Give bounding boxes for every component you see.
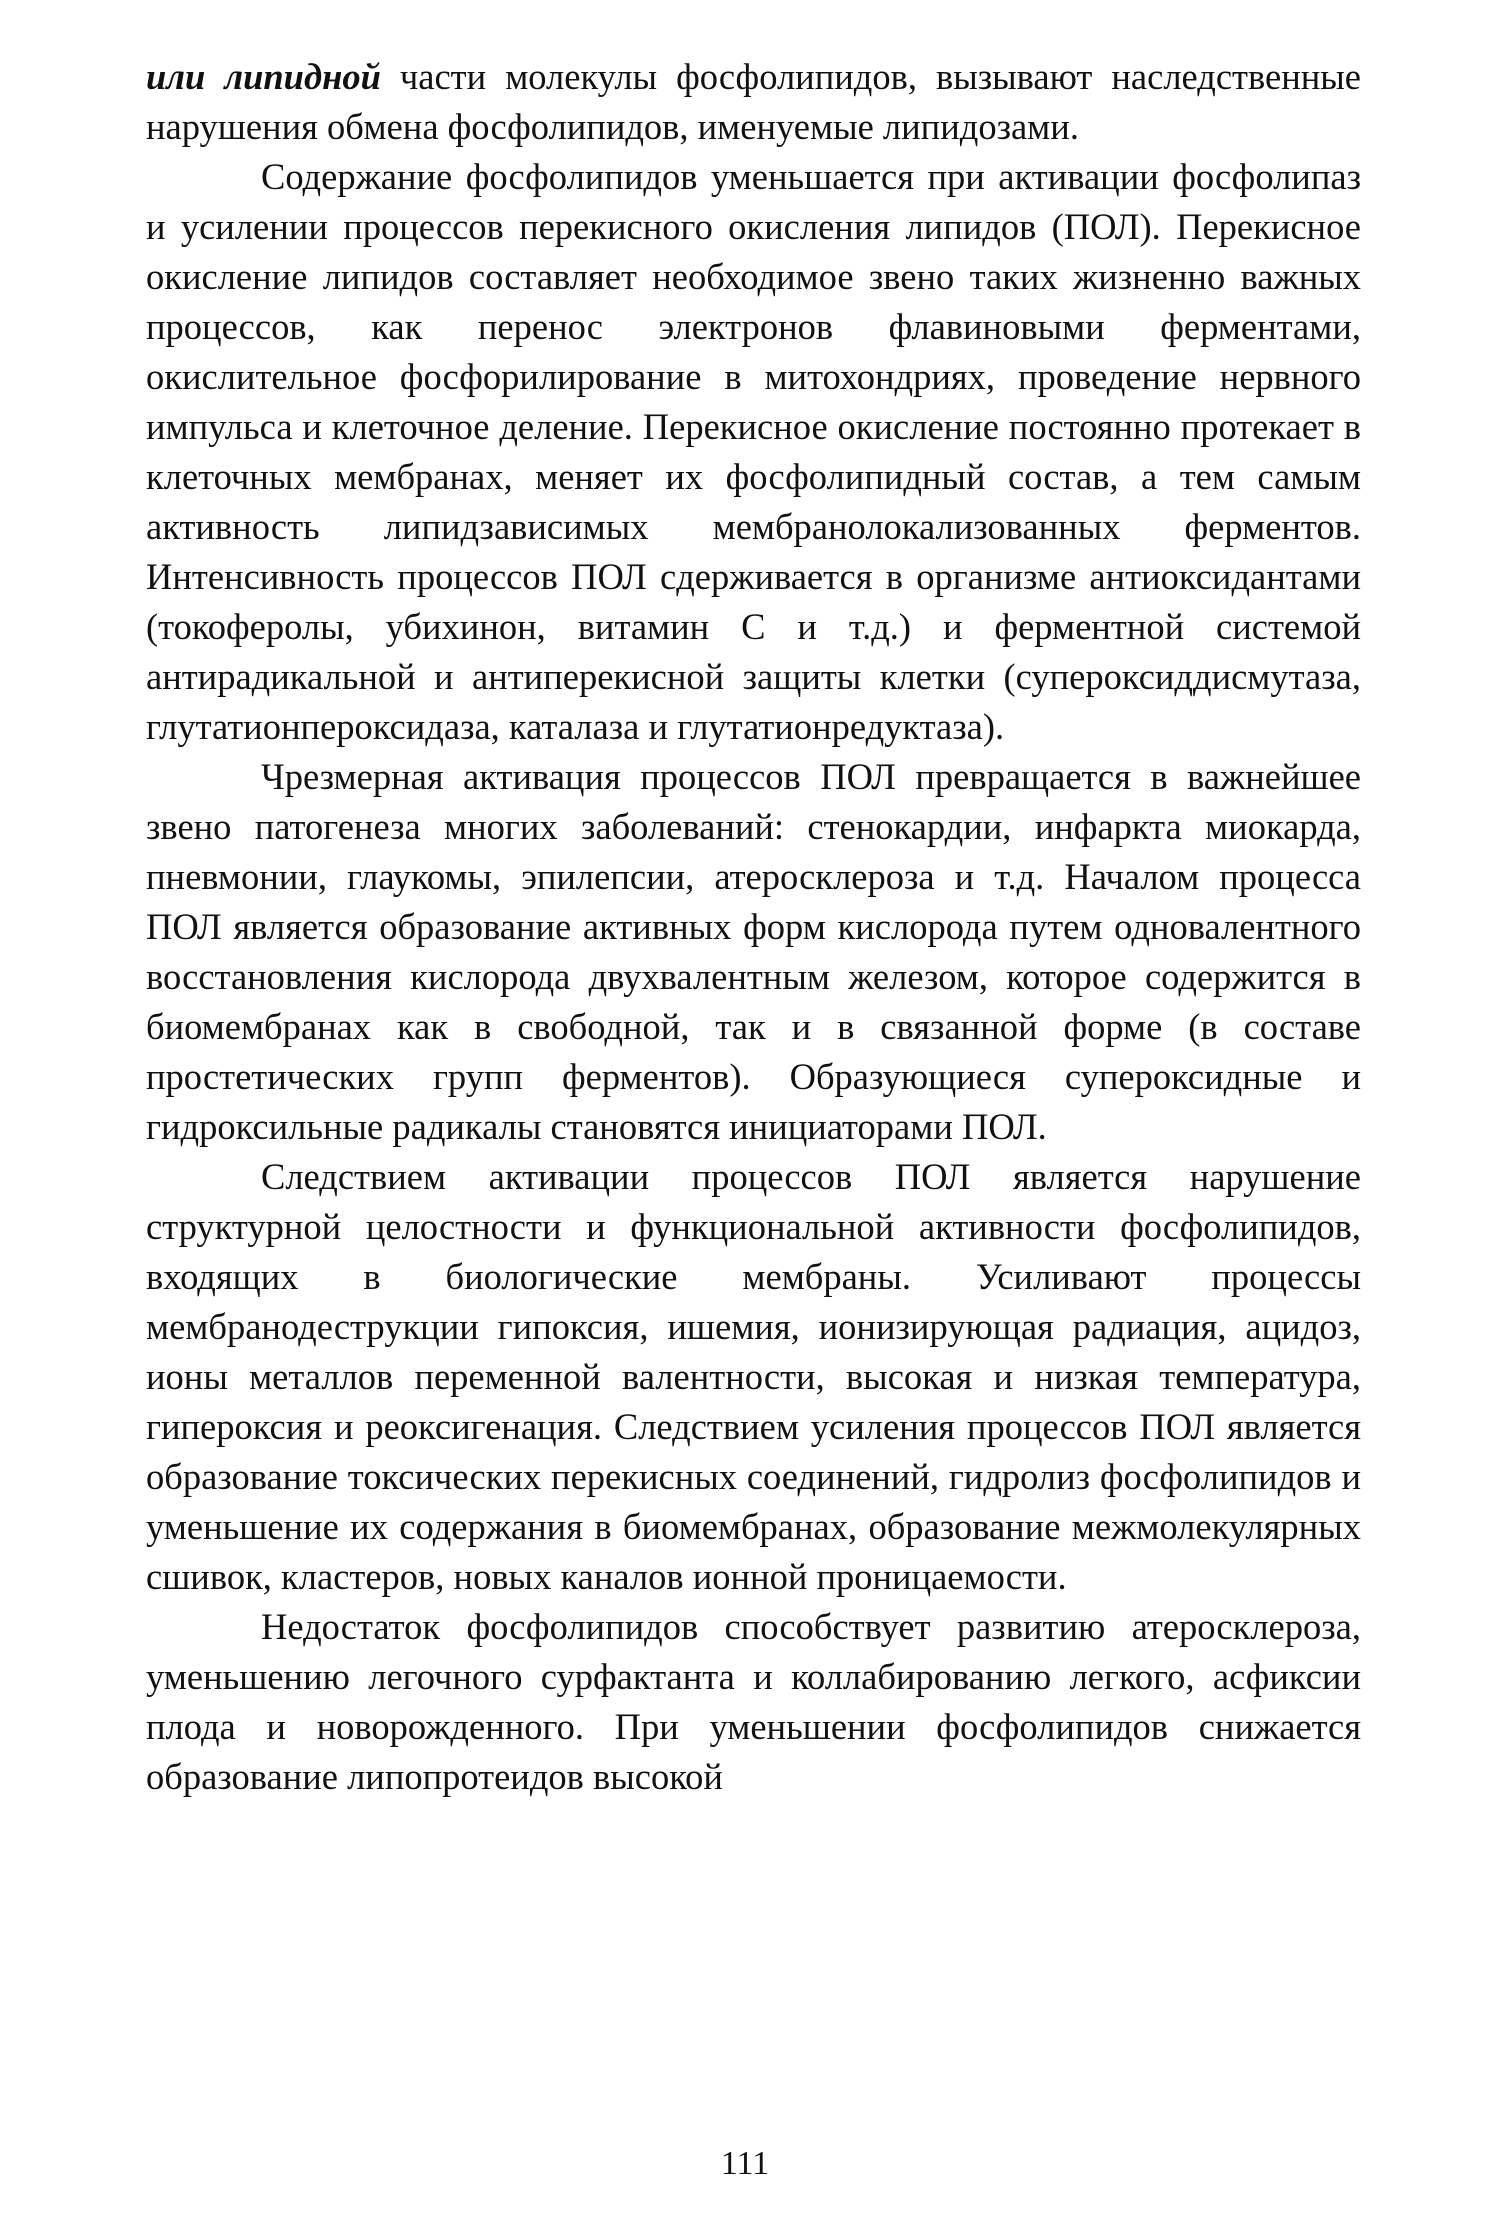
- paragraph-lipid-peroxidation: Содержание фосфолипидов уменьшается при активации фосфолипаз и усилении процессов перекисного окисления липидов (ПОЛ). Перекисное окисление липидов составляет необходимое звено таких жизненно важных процессов, как перенос электронов флавиновыми ферментами, окислительное фосфорилирование в митохондриях, проведение нервного импульса и клеточное деление. Перекисное окисление постоянно протекает в клеточных мембранах, меняет их фосфолипидный состав, а тем самым активность липидзависимых мембранолокализованных ферментов. Интенсивность процессов ПОЛ сдерживается в организме антиоксидантами (токоферолы, убихинон, витамин С и т.д.) и ферментной системой антирадикальной и антиперекисной защиты клетки (супероксиддисмутаза, глутатионпероксидаза, каталаза и глутатионредуктаза).: [146, 156, 1361, 747]
- page-body-text: [146, 52, 1361, 1802]
- page-number: 111: [720, 2145, 770, 2182]
- paragraph-deficiency: Недостаток фосфолипидов способствует развитию атеросклероза, уменьшению легочного сурфактанта и коллабированию легкого, асфиксии плода и новорожденного. При уменьшении фосфолипидов снижается образование липопротеидов высокой: [146, 1606, 1361, 1797]
- paragraph-continuation: [146, 52, 1361, 152]
- paragraph-excessive-activation: Чрезмерная активация процессов ПОЛ превращается в важнейшее звено патогенеза многих заболеваний: стенокардии, инфаркта миокарда, пневмонии, глаукомы, эпилепсии, атеросклероза и т.д. Началом процесса ПОЛ является образование активных форм кислорода путем одновалентного восстановления кислорода двухвалентным железом, которое содержится в биомембранах как в свободной, так и в связанной форме (в составе простетических групп ферментов). Образующиеся супероксидные и гидроксильные радикалы становятся инициаторами ПОЛ.: [146, 756, 1361, 1147]
- lead-italic-text: или липидной: [146, 56, 381, 97]
- paragraph-text: части молекулы фосфолипидов, вызывают наследственные нарушения обмена фосфолипидов, именуемые липидозами.: [146, 56, 1361, 147]
- paragraph-consequences: Следствием активации процессов ПОЛ является нарушение структурной целостности и функциональной активности фосфолипидов, входящих в биологические мембраны. Усиливают процессы мембранодеструкции гипоксия, ишемия, ионизирующая радиация, ацидоз, ионы металлов переменной валентности, высокая и низкая температура, гипероксия и реоксигенация. Следствием усиления процессов ПОЛ является образование токсических перекисных соединений, гидролиз фосфолипидов и уменьшение их содержания в биомембранах, образование межмолекулярных сшивок, кластеров, новых каналов ионной проницаемости.: [146, 1156, 1361, 1597]
